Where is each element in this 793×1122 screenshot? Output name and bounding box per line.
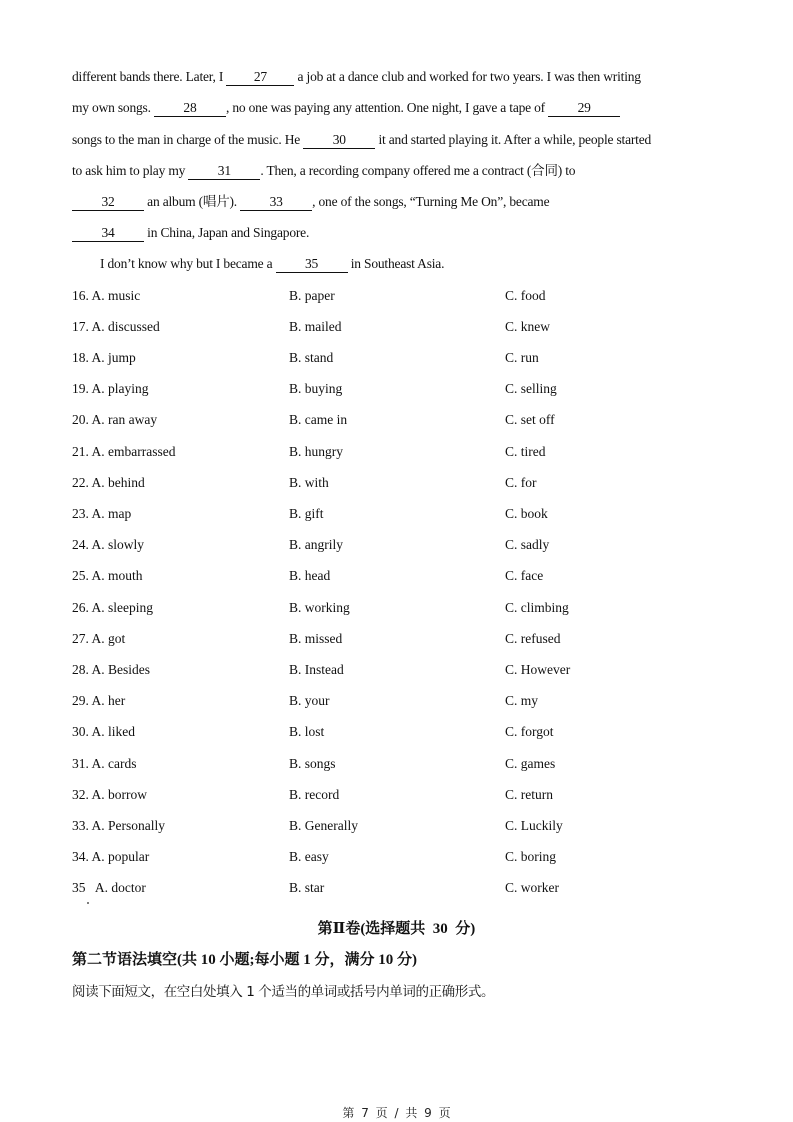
option-c: C. forgot (505, 724, 554, 739)
blank-30: 30 (303, 134, 375, 149)
option-a: 18. A. jump (72, 350, 136, 365)
option-a: 33. A. Personally (72, 818, 165, 833)
passage-text: my own songs. (72, 100, 154, 115)
page-number: 第 7 页 / 共 9 页 (342, 1106, 451, 1120)
passage-text: in China, Japan and Singapore. (144, 225, 310, 240)
passage-line-5 (72, 194, 549, 210)
option-b: B. record (289, 787, 340, 802)
option-c: C. my (505, 693, 539, 708)
section-instruction: 阅读下面短文，在空白处填入 1 个适当的单词或括号内单词的正确形式。 (72, 984, 495, 1000)
option-b: B. working (289, 600, 350, 615)
option-c: C. However (505, 662, 571, 677)
option-a: 20. A. ran away (72, 412, 158, 427)
option-c: C. Luckily (505, 818, 563, 833)
option-a: 22. A. behind (72, 475, 145, 490)
option-c: C. sadly (505, 537, 550, 552)
blank-27: 27 (226, 71, 294, 86)
option-c: C. set off (505, 412, 555, 427)
blank-34: 34 (72, 227, 144, 242)
passage-text: . Then, a recording company offered me a contract (合同) to (260, 163, 576, 178)
blank-29: 29 (548, 102, 620, 117)
section-title: 第Ⅱ卷(选择题共 30 分) (317, 921, 476, 937)
option-c: C. face (505, 568, 544, 583)
option-b: B. head (289, 568, 331, 583)
passage-text: to ask him to play my (72, 163, 189, 178)
passage-text: songs to the man in charge of the music. He (72, 132, 304, 147)
option-a: 28. A. Besides (72, 662, 151, 677)
passage-line-3 (72, 132, 651, 148)
option-c: C. food (505, 288, 546, 303)
option-c: C. run (505, 350, 539, 365)
option-a: 25. A. mouth (72, 568, 143, 583)
passage-line-6 (72, 225, 309, 241)
option-b: B. easy (289, 849, 329, 864)
option-b: B. missed (289, 631, 343, 646)
passage-text: a job at a dance club and worked for two years. I was then writing (294, 69, 641, 84)
option-b: B. songs (289, 756, 336, 771)
option-a: 27. A. got (72, 631, 126, 646)
stray-dot (87, 902, 89, 904)
option-b: B. gift (289, 506, 324, 521)
option-b: B. with (289, 475, 329, 490)
passage-text: different bands there. Later, I (72, 69, 227, 84)
option-b: B. buying (289, 381, 343, 396)
blank-32: 32 (72, 196, 144, 211)
option-c: C. return (505, 787, 553, 802)
passage-line-1 (72, 69, 641, 85)
option-b: B. stand (289, 350, 334, 365)
option-b: B. Instead (289, 662, 344, 677)
section-subtitle: 第二节语法填空(共 10 小题;每小题 1 分，满分 10 分) (72, 952, 417, 968)
option-c: C. book (505, 506, 548, 521)
option-a: 34. A. popular (72, 849, 150, 864)
option-a: 32. A. borrow (72, 787, 147, 802)
option-a: 19. A. playing (72, 381, 149, 396)
passage-line-2 (72, 100, 620, 116)
option-a: 26. A. sleeping (72, 600, 153, 615)
option-c: C. boring (505, 849, 557, 864)
option-b: B. hungry (289, 444, 343, 459)
option-c: C. worker (505, 880, 559, 895)
blank-35: 35 (276, 258, 348, 273)
option-a: 23. A. map (72, 506, 132, 521)
option-c: C. for (505, 475, 537, 490)
option-c: C. tired (505, 444, 546, 459)
option-a: 29. A. her (72, 693, 126, 708)
option-c: C. games (505, 756, 556, 771)
passage-text: , one of the songs, “Turning Me On”, became (312, 194, 550, 209)
option-a: 30. A. liked (72, 724, 135, 739)
option-b: B. paper (289, 288, 335, 303)
passage-line-7 (100, 256, 444, 272)
passage-text: in Southeast Asia. (347, 256, 445, 271)
passage-text: , no one was paying any attention. One night, I gave a tape of (225, 100, 549, 115)
option-c: C. selling (505, 381, 557, 396)
option-c: C. climbing (505, 600, 569, 615)
option-b: B. angrily (289, 537, 343, 552)
option-c: C. knew (505, 319, 550, 334)
option-a: 24. A. slowly (72, 537, 145, 552)
option-b: B. came in (289, 412, 348, 427)
option-b: B. your (289, 693, 330, 708)
option-a: 17. A. discussed (72, 319, 160, 334)
blank-31: 31 (188, 165, 260, 180)
passage-text: I don’t know why but I became a (100, 256, 276, 271)
option-a: 35 A. doctor (72, 880, 146, 895)
option-b: B. lost (289, 724, 325, 739)
option-a: 16. A. music (72, 288, 141, 303)
blank-33: 33 (240, 196, 312, 211)
option-c: C. refused (505, 631, 561, 646)
blank-28: 28 (154, 102, 226, 117)
passage-text: an album (唱片). (144, 194, 241, 209)
option-b: B. mailed (289, 319, 342, 334)
page-footer (0, 1106, 793, 1120)
option-b: B. Generally (289, 818, 358, 833)
passage-text: it and started playing it. After a while, people started (375, 132, 652, 147)
option-b: B. star (289, 880, 325, 895)
passage-line-4 (72, 163, 575, 179)
option-a: 21. A. embarrassed (72, 444, 176, 459)
option-a: 31. A. cards (72, 756, 137, 771)
